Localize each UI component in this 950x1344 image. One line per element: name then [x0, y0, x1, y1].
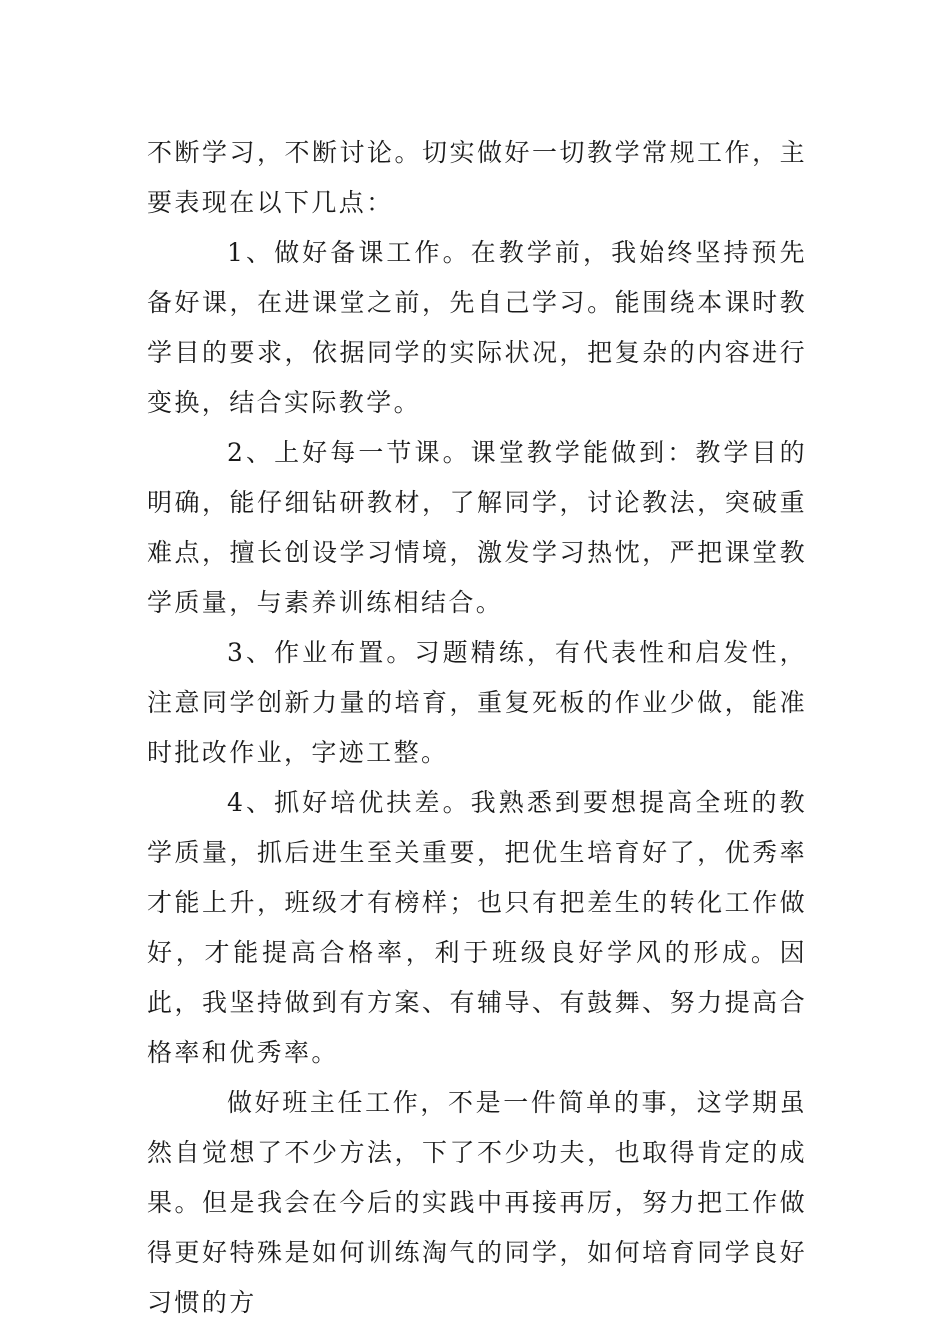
paragraph-item-2: 2、上好每一节课。课堂教学能做到：教学目的明确，能仔细钻研教材，了解同学，讨论教法，突破重难点，擅长创设学习情境，激发学习热忱，严把课堂教学质量，与素养训练相结合。 — [147, 438, 807, 617]
paragraph-item-4: 4、抓好培优扶差。我熟悉到要想提高全班的教学质量，抓后进生至关重要，把优生培育好了，优秀率才能上升，班级才有榜样；也只有把差生的转化工作做好，才能提高合格率，利于班级良好学风的形成。因此，我坚持做到有方案、有辅导、有鼓舞、努力提高合格率和优秀率。 — [147, 788, 807, 1067]
paragraph-continuation: 不断学习，不断讨论。切实做好一切教学常规工作，主要表现在以下几点： — [147, 138, 807, 217]
document-body — [147, 128, 807, 1328]
paragraph-item-3: 3、作业布置。习题精练，有代表性和启发性，注意同学创新力量的培育，重复死板的作业少做，能准时批改作业，字迹工整。 — [147, 638, 807, 767]
paragraph-item-1: 1、做好备课工作。在教学前，我始终坚持预先备好课，在进课堂之前，先自己学习。能围绕本课时教学目的要求，依据同学的实际状况，把复杂的内容进行变换，结合实际教学。 — [147, 238, 807, 417]
paragraph-summary: 做好班主任工作，不是一件简单的事，这学期虽然自觉想了不少方法，下了不少功夫，也取得肯定的成果。但是我会在今后的实践中再接再厉，努力把工作做得更好特殊是如何训练淘气的同学，如何培育同学良好习惯的方 — [147, 1088, 807, 1317]
